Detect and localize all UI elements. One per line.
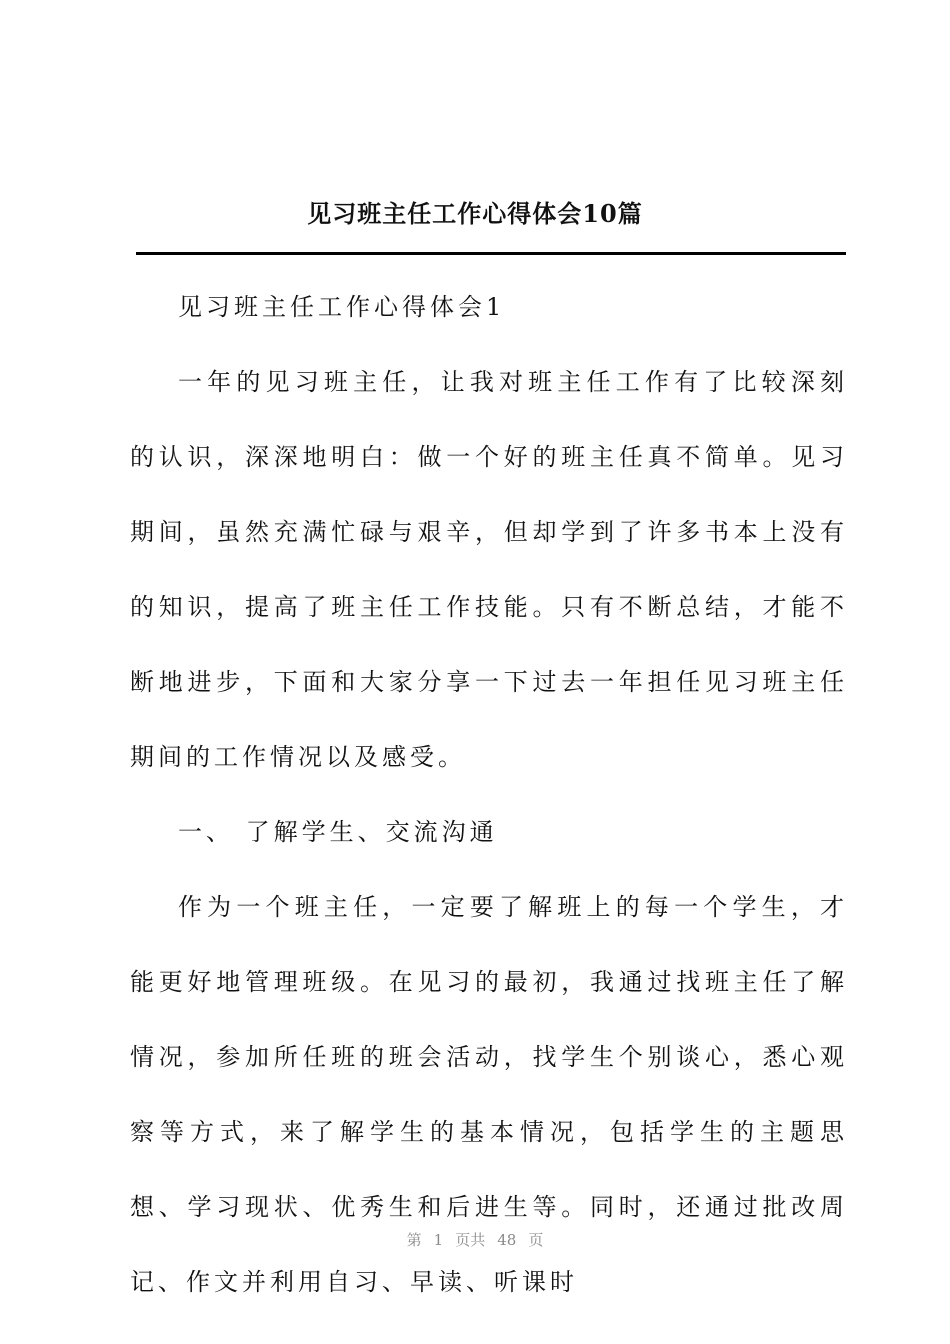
body-paragraph: 作为一个班主任，一定要了解班上的每一个学生，才能更好地管理班级。在见习的最初，我通过找班主任了解情况，参加所任班的班会活动，找学生个别谈心，悉心观察等方式，来了解学生的基本情况，包括学生的主题思想、学习现状、优秀生和后进生等。同时，还通过批改周记、作文并利用自习、早读、听课时 xyxy=(130,893,848,1296)
subsection-heading: 一、 了解学生、交流沟通 xyxy=(178,818,498,846)
footer-of-label: 页共 xyxy=(455,1231,486,1249)
page-footer xyxy=(0,1228,950,1252)
footer-pages-label: 页 xyxy=(528,1231,544,1249)
footer-page-label: 第 xyxy=(406,1231,422,1249)
document-title: 见习班主任工作心得体会10篇 xyxy=(307,199,643,228)
footer-total-pages: 48 xyxy=(497,1231,517,1249)
section-heading: 见习班主任工作心得体会1 xyxy=(178,293,506,321)
footer-current-page: 1 xyxy=(433,1231,444,1249)
body-paragraph: 一年的见习班主任，让我对班主任工作有了比较深刻的认识，深深地明白：做一个好的班主任真不简单。见习期间，虽然充满忙碌与艰辛，但却学到了许多书本上没有的知识，提高了班主任工作技能。只有不断总结，才能不断地进步，下面和大家分享一下过去一年担任见习班主任期间的工作情况以及感受。 xyxy=(130,368,848,771)
document-body xyxy=(130,270,848,1320)
title-divider xyxy=(136,252,846,255)
